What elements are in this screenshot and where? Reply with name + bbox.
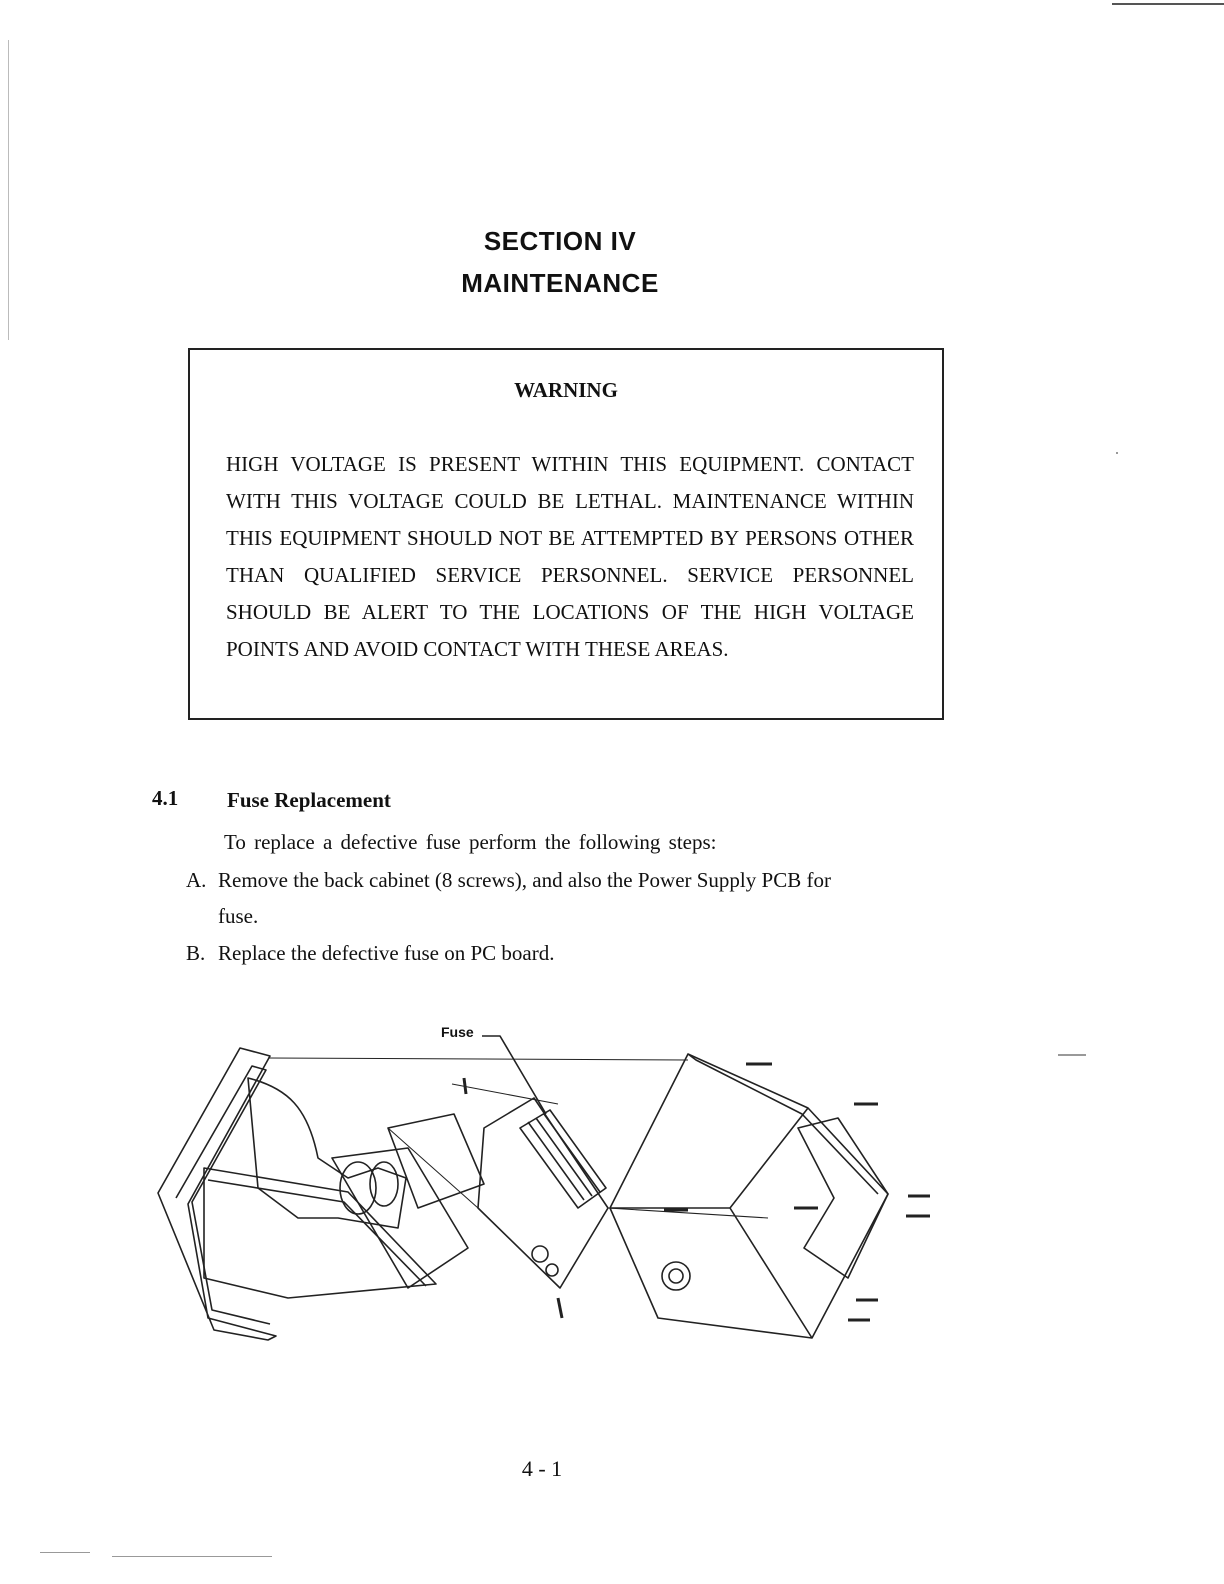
fuse-callout-label: Fuse [441, 1024, 474, 1040]
warning-box [188, 348, 944, 720]
crt-neck [370, 1162, 398, 1206]
section-heading: MAINTENANCE [461, 268, 659, 298]
screw-icon [464, 1078, 466, 1094]
section-number: 4.1 [152, 786, 179, 810]
step-a [186, 862, 946, 934]
dial-icon [662, 1262, 690, 1290]
capacitor [532, 1246, 548, 1262]
back-cabinet-edge [610, 1108, 812, 1338]
step-text: Remove the back cabinet (8 screws), and also the Power Supply PCB for [218, 868, 831, 892]
dial-icon [669, 1269, 683, 1283]
capacitor [546, 1264, 558, 1276]
exploded-view-diagram [148, 1018, 948, 1358]
step-text-continuation: fuse. [218, 904, 259, 928]
heatsink [520, 1110, 606, 1208]
scan-edge-line [1112, 3, 1224, 5]
section-title: SECTION IV [483, 226, 637, 256]
chassis-plate-edge [208, 1180, 426, 1286]
scan-speck [1058, 1054, 1086, 1056]
chassis-plate [204, 1168, 436, 1298]
step-letter: B. [186, 941, 206, 965]
scan-speck [112, 1556, 272, 1557]
front-bezel-inner [176, 1066, 270, 1324]
page-number: 4 - 1 [521, 1456, 563, 1481]
back-cabinet-rim [688, 1054, 878, 1194]
step-letter: A. [186, 868, 207, 892]
step-b [186, 935, 946, 971]
front-bezel [158, 1048, 276, 1340]
intro-text: To replace a defective fuse perform the following steps: [224, 830, 717, 854]
scan-speck [1116, 452, 1118, 454]
back-cabinet-window [798, 1118, 888, 1278]
screw-icon [558, 1298, 562, 1318]
back-cabinet [610, 1054, 888, 1338]
step-text: Replace the defective fuse on PC board. [218, 941, 555, 965]
scan-speck [40, 1552, 90, 1553]
guide-line [268, 1058, 768, 1218]
warning-text: HIGH VOLTAGE IS PRESENT WITHIN THIS EQUIPMENT. CONTACT WITH THIS VOLTAGE COULD BE LETHAL. MAINTENANCE WITHIN THIS EQUIPMENT SHOULD NOT BE ATTEMPTED BY PERSONS OTHER THAN QUALIFIED SERVICE PERSONNEL. SERVICE PERSONNEL SHOULD BE ALERT TO THE LOCATIONS OF THE HIGH VOLTAGE POINTS AND AVOID CONTACT WITH THESE AREAS. [226, 452, 914, 661]
warning-title: WARNING [514, 378, 618, 402]
section-title-fuse-replacement: Fuse Replacement [227, 788, 391, 812]
heatsink-fins [528, 1114, 600, 1200]
